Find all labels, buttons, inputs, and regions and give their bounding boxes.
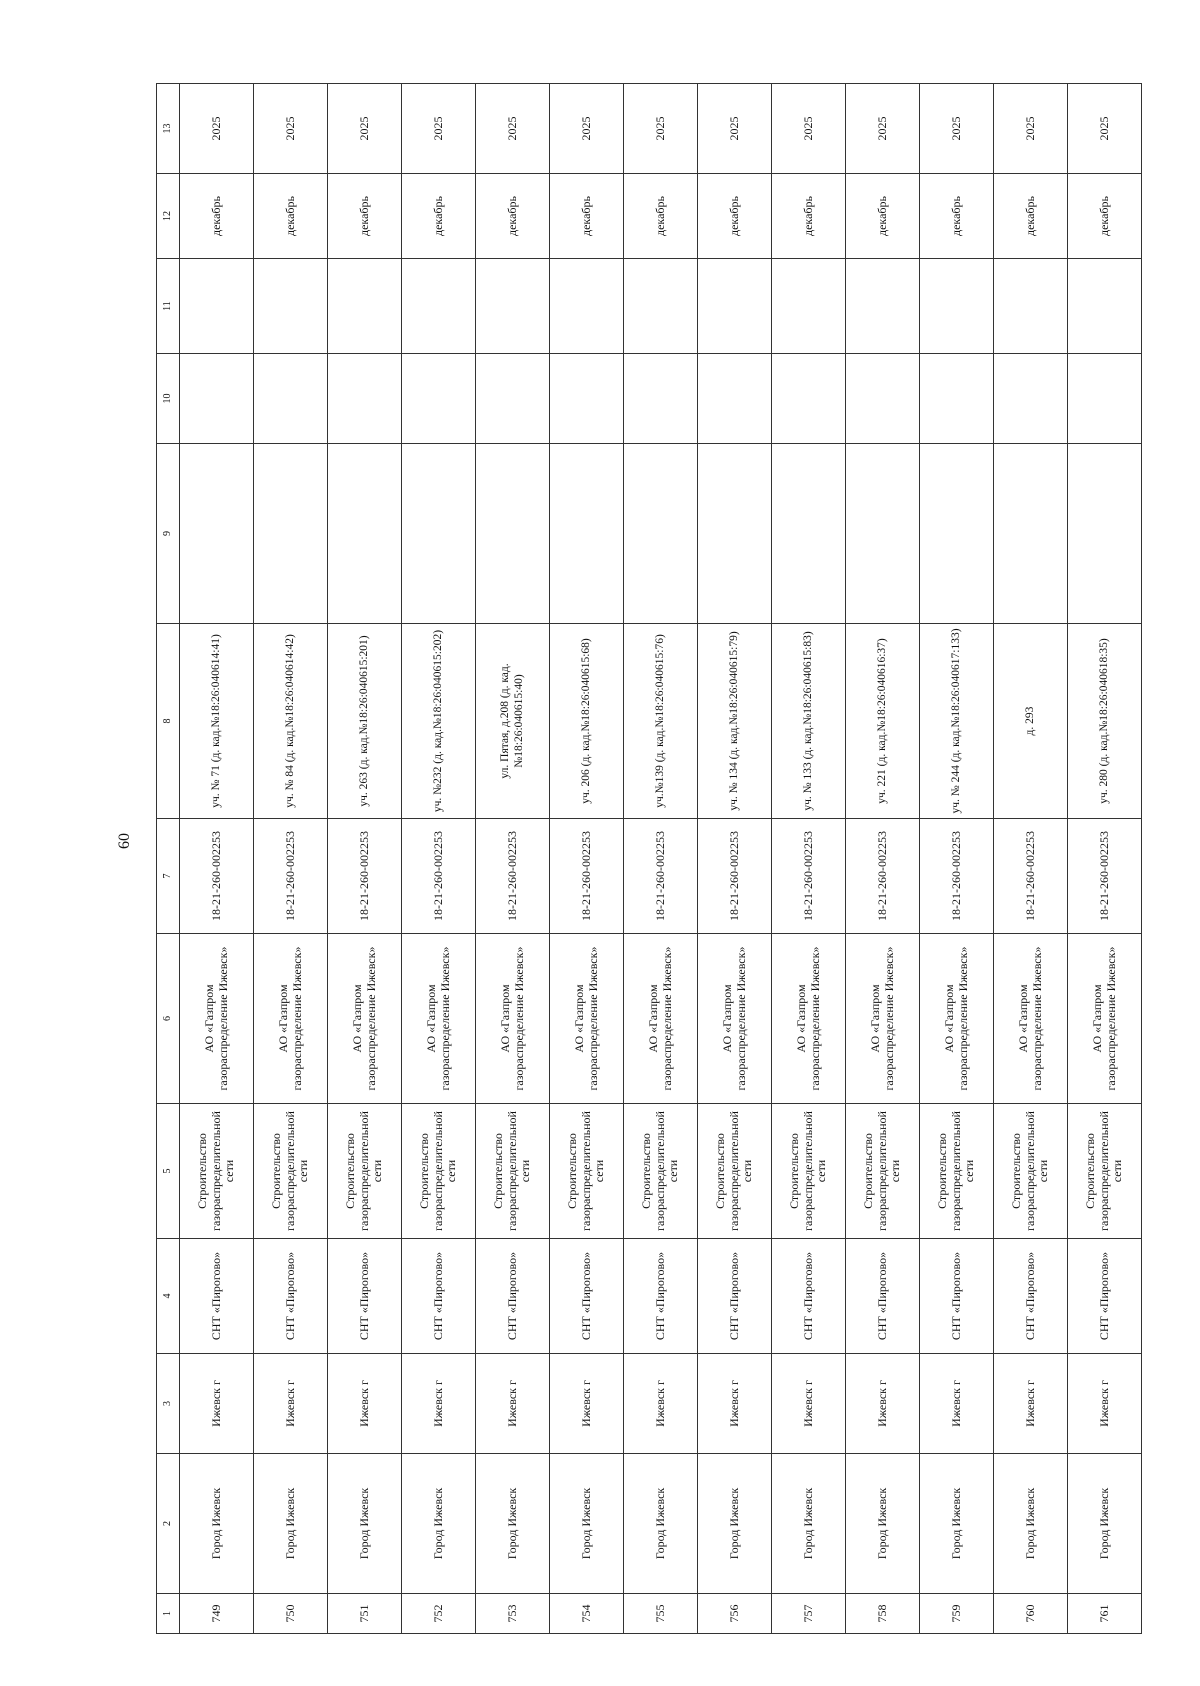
col11-cell — [254, 259, 328, 354]
territory-cell: СНТ «Пирогово» — [402, 1239, 476, 1354]
col9-cell — [402, 444, 476, 624]
territory-cell: СНТ «Пирогово» — [920, 1239, 994, 1354]
work-type-cell: Строительство газораспределительной сети — [698, 1104, 772, 1239]
code-cell: 18-21-260-002253 — [920, 819, 994, 934]
col11-cell — [994, 259, 1068, 354]
data-table — [156, 83, 1142, 1634]
column-number: 6 — [157, 934, 180, 1104]
territory-cell: СНТ «Пирогово» — [846, 1239, 920, 1354]
col9-cell — [550, 444, 624, 624]
month-cell: декабрь — [994, 174, 1068, 259]
work-type-cell: Строительство газораспределительной сети — [846, 1104, 920, 1239]
table-row — [624, 84, 698, 1634]
month-cell: декабрь — [402, 174, 476, 259]
municipality-cell: Город Ижевск — [698, 1454, 772, 1594]
col9-cell — [698, 444, 772, 624]
col11-cell — [920, 259, 994, 354]
locality-cell: Ижевск г — [254, 1354, 328, 1454]
table-row — [476, 84, 550, 1634]
address-cell: уч. № 244 (д. кад.№18:26:040617:133) — [920, 624, 994, 819]
col9-cell — [772, 444, 846, 624]
locality-cell: Ижевск г — [994, 1354, 1068, 1454]
code-cell: 18-21-260-002253 — [402, 819, 476, 934]
address-cell: уч. 221 (д. кад.№18:26:040616:37) — [846, 624, 920, 819]
month-cell: декабрь — [254, 174, 328, 259]
code-cell: 18-21-260-002253 — [994, 819, 1068, 934]
col10-cell — [994, 354, 1068, 444]
month-cell: декабрь — [846, 174, 920, 259]
work-type-cell: Строительство газораспределительной сети — [994, 1104, 1068, 1239]
column-number: 9 — [157, 444, 180, 624]
column-number: 1 — [157, 1594, 180, 1634]
table-row — [254, 84, 328, 1634]
code-cell: 18-21-260-002253 — [698, 819, 772, 934]
rotated-table-container — [156, 84, 1125, 1634]
col11-cell — [846, 259, 920, 354]
col9-cell — [624, 444, 698, 624]
locality-cell: Ижевск г — [772, 1354, 846, 1454]
address-cell: д. 293 — [994, 624, 1068, 819]
locality-cell: Ижевск г — [698, 1354, 772, 1454]
work-type-cell: Строительство газораспределительной сети — [402, 1104, 476, 1239]
work-type-cell: Строительство газораспределительной сети — [624, 1104, 698, 1239]
col9-cell — [1068, 444, 1142, 624]
work-type-cell: Строительство газораспределительной сети — [1068, 1104, 1142, 1239]
organization-cell: АО «Газпром газораспределение Ижевск» — [402, 934, 476, 1104]
municipality-cell: Город Ижевск — [920, 1454, 994, 1594]
month-cell: декабрь — [772, 174, 846, 259]
year-cell: 2025 — [476, 84, 550, 174]
address-cell: уч. №232 (д. кад.№18:26:040615:202) — [402, 624, 476, 819]
col9-cell — [254, 444, 328, 624]
code-cell: 18-21-260-002253 — [846, 819, 920, 934]
municipality-cell: Город Ижевск — [772, 1454, 846, 1594]
locality-cell: Ижевск г — [476, 1354, 550, 1454]
row-number-cell: 756 — [698, 1594, 772, 1634]
year-cell: 2025 — [254, 84, 328, 174]
address-cell: уч. 263 (д. кад.№18:26:040615:201) — [328, 624, 402, 819]
column-number: 12 — [157, 174, 180, 259]
row-number-cell: 753 — [476, 1594, 550, 1634]
work-type-cell: Строительство газораспределительной сети — [180, 1104, 254, 1239]
locality-cell: Ижевск г — [180, 1354, 254, 1454]
column-number: 5 — [157, 1104, 180, 1239]
locality-cell: Ижевск г — [846, 1354, 920, 1454]
work-type-cell: Строительство газораспределительной сети — [772, 1104, 846, 1239]
column-number: 11 — [157, 259, 180, 354]
table-row — [328, 84, 402, 1634]
table-body — [157, 84, 1142, 1634]
table-row — [180, 84, 254, 1634]
page-number: 60 — [116, 833, 133, 849]
year-cell: 2025 — [1068, 84, 1142, 174]
address-cell: уч. № 134 (д. кад.№18:26:040615:79) — [698, 624, 772, 819]
col10-cell — [846, 354, 920, 444]
col9-cell — [994, 444, 1068, 624]
municipality-cell: Город Ижевск — [254, 1454, 328, 1594]
year-cell: 2025 — [994, 84, 1068, 174]
col11-cell — [624, 259, 698, 354]
column-number: 3 — [157, 1354, 180, 1454]
code-cell: 18-21-260-002253 — [254, 819, 328, 934]
month-cell: декабрь — [476, 174, 550, 259]
col9-cell — [846, 444, 920, 624]
year-cell: 2025 — [402, 84, 476, 174]
address-cell: уч.№139 (д. кад.№18:26:040615:76) — [624, 624, 698, 819]
work-type-cell: Строительство газораспределительной сети — [920, 1104, 994, 1239]
territory-cell: СНТ «Пирогово» — [698, 1239, 772, 1354]
col11-cell — [550, 259, 624, 354]
municipality-cell: Город Ижевск — [1068, 1454, 1142, 1594]
column-number: 4 — [157, 1239, 180, 1354]
organization-cell: АО «Газпром газораспределение Ижевск» — [1068, 934, 1142, 1104]
territory-cell: СНТ «Пирогово» — [772, 1239, 846, 1354]
work-type-cell: Строительство газораспределительной сети — [254, 1104, 328, 1239]
address-cell: уч. № 71 (д. кад.№18:26:040614:41) — [180, 624, 254, 819]
year-cell: 2025 — [328, 84, 402, 174]
address-cell: уч. № 84 (д. кад.№18:26:040614:42) — [254, 624, 328, 819]
year-cell: 2025 — [846, 84, 920, 174]
territory-cell: СНТ «Пирогово» — [254, 1239, 328, 1354]
col11-cell — [328, 259, 402, 354]
organization-cell: АО «Газпром газораспределение Ижевск» — [994, 934, 1068, 1104]
row-number-cell: 759 — [920, 1594, 994, 1634]
organization-cell: АО «Газпром газораспределение Ижевск» — [550, 934, 624, 1104]
col11-cell — [476, 259, 550, 354]
code-cell: 18-21-260-002253 — [772, 819, 846, 934]
row-number-cell: 754 — [550, 1594, 624, 1634]
organization-cell: АО «Газпром газораспределение Ижевск» — [624, 934, 698, 1104]
col11-cell — [180, 259, 254, 354]
row-number-cell: 751 — [328, 1594, 402, 1634]
col9-cell — [476, 444, 550, 624]
col11-cell — [698, 259, 772, 354]
code-cell: 18-21-260-002253 — [1068, 819, 1142, 934]
col9-cell — [328, 444, 402, 624]
territory-cell: СНТ «Пирогово» — [624, 1239, 698, 1354]
year-cell: 2025 — [624, 84, 698, 174]
col11-cell — [772, 259, 846, 354]
col11-cell — [1068, 259, 1142, 354]
municipality-cell: Город Ижевск — [624, 1454, 698, 1594]
municipality-cell: Город Ижевск — [846, 1454, 920, 1594]
table-row — [550, 84, 624, 1634]
organization-cell: АО «Газпром газораспределение Ижевск» — [772, 934, 846, 1104]
row-number-cell: 761 — [1068, 1594, 1142, 1634]
work-type-cell: Строительство газораспределительной сети — [328, 1104, 402, 1239]
col10-cell — [402, 354, 476, 444]
month-cell: декабрь — [920, 174, 994, 259]
col10-cell — [1068, 354, 1142, 444]
year-cell: 2025 — [550, 84, 624, 174]
table-row — [402, 84, 476, 1634]
territory-cell: СНТ «Пирогово» — [994, 1239, 1068, 1354]
col10-cell — [772, 354, 846, 444]
table-row — [772, 84, 846, 1634]
locality-cell: Ижевск г — [1068, 1354, 1142, 1454]
code-cell: 18-21-260-002253 — [550, 819, 624, 934]
table-row — [920, 84, 994, 1634]
municipality-cell: Город Ижевск — [994, 1454, 1068, 1594]
row-number-cell: 760 — [994, 1594, 1068, 1634]
table-row — [1068, 84, 1142, 1634]
row-number-cell: 750 — [254, 1594, 328, 1634]
col10-cell — [550, 354, 624, 444]
locality-cell: Ижевск г — [402, 1354, 476, 1454]
row-number-cell: 749 — [180, 1594, 254, 1634]
work-type-cell: Строительство газораспределительной сети — [476, 1104, 550, 1239]
column-number: 13 — [157, 84, 180, 174]
territory-cell: СНТ «Пирогово» — [476, 1239, 550, 1354]
month-cell: декабрь — [624, 174, 698, 259]
month-cell: декабрь — [180, 174, 254, 259]
col9-cell — [180, 444, 254, 624]
col9-cell — [920, 444, 994, 624]
organization-cell: АО «Газпром газораспределение Ижевск» — [698, 934, 772, 1104]
code-cell: 18-21-260-002253 — [328, 819, 402, 934]
col10-cell — [624, 354, 698, 444]
column-number: 8 — [157, 624, 180, 819]
col10-cell — [254, 354, 328, 444]
code-cell: 18-21-260-002253 — [180, 819, 254, 934]
territory-cell: СНТ «Пирогово» — [1068, 1239, 1142, 1354]
territory-cell: СНТ «Пирогово» — [180, 1239, 254, 1354]
col10-cell — [698, 354, 772, 444]
table-row — [994, 84, 1068, 1634]
column-number: 2 — [157, 1454, 180, 1594]
municipality-cell: Город Ижевск — [180, 1454, 254, 1594]
col10-cell — [476, 354, 550, 444]
month-cell: декабрь — [550, 174, 624, 259]
column-number-row — [157, 84, 180, 1634]
column-number: 7 — [157, 819, 180, 934]
organization-cell: АО «Газпром газораспределение Ижевск» — [920, 934, 994, 1104]
locality-cell: Ижевск г — [328, 1354, 402, 1454]
year-cell: 2025 — [180, 84, 254, 174]
municipality-cell: Город Ижевск — [550, 1454, 624, 1594]
month-cell: декабрь — [698, 174, 772, 259]
locality-cell: Ижевск г — [550, 1354, 624, 1454]
locality-cell: Ижевск г — [624, 1354, 698, 1454]
organization-cell: АО «Газпром газораспределение Ижевск» — [254, 934, 328, 1104]
column-number: 10 — [157, 354, 180, 444]
col10-cell — [328, 354, 402, 444]
row-number-cell: 752 — [402, 1594, 476, 1634]
row-number-cell: 758 — [846, 1594, 920, 1634]
col10-cell — [920, 354, 994, 444]
table-row — [846, 84, 920, 1634]
row-number-cell: 757 — [772, 1594, 846, 1634]
locality-cell: Ижевск г — [920, 1354, 994, 1454]
organization-cell: АО «Газпром газораспределение Ижевск» — [476, 934, 550, 1104]
code-cell: 18-21-260-002253 — [624, 819, 698, 934]
col11-cell — [402, 259, 476, 354]
table-row — [698, 84, 772, 1634]
address-cell: ул. Пятая, д.208 (д. кад.№18:26:040615:40) — [476, 624, 550, 819]
address-cell: уч. 280 (д. кад.№18:26:040618:35) — [1068, 624, 1142, 819]
territory-cell: СНТ «Пирогово» — [328, 1239, 402, 1354]
territory-cell: СНТ «Пирогово» — [550, 1239, 624, 1354]
work-type-cell: Строительство газораспределительной сети — [550, 1104, 624, 1239]
organization-cell: АО «Газпром газораспределение Ижевск» — [180, 934, 254, 1104]
code-cell: 18-21-260-002253 — [476, 819, 550, 934]
organization-cell: АО «Газпром газораспределение Ижевск» — [328, 934, 402, 1104]
month-cell: декабрь — [328, 174, 402, 259]
address-cell: уч. 206 (д. кад.№18:26:040615:68) — [550, 624, 624, 819]
year-cell: 2025 — [698, 84, 772, 174]
col10-cell — [180, 354, 254, 444]
address-cell: уч. № 133 (д. кад.№18:26:040615:83) — [772, 624, 846, 819]
municipality-cell: Город Ижевск — [476, 1454, 550, 1594]
municipality-cell: Город Ижевск — [328, 1454, 402, 1594]
month-cell: декабрь — [1068, 174, 1142, 259]
organization-cell: АО «Газпром газораспределение Ижевск» — [846, 934, 920, 1104]
municipality-cell: Город Ижевск — [402, 1454, 476, 1594]
year-cell: 2025 — [772, 84, 846, 174]
row-number-cell: 755 — [624, 1594, 698, 1634]
year-cell: 2025 — [920, 84, 994, 174]
